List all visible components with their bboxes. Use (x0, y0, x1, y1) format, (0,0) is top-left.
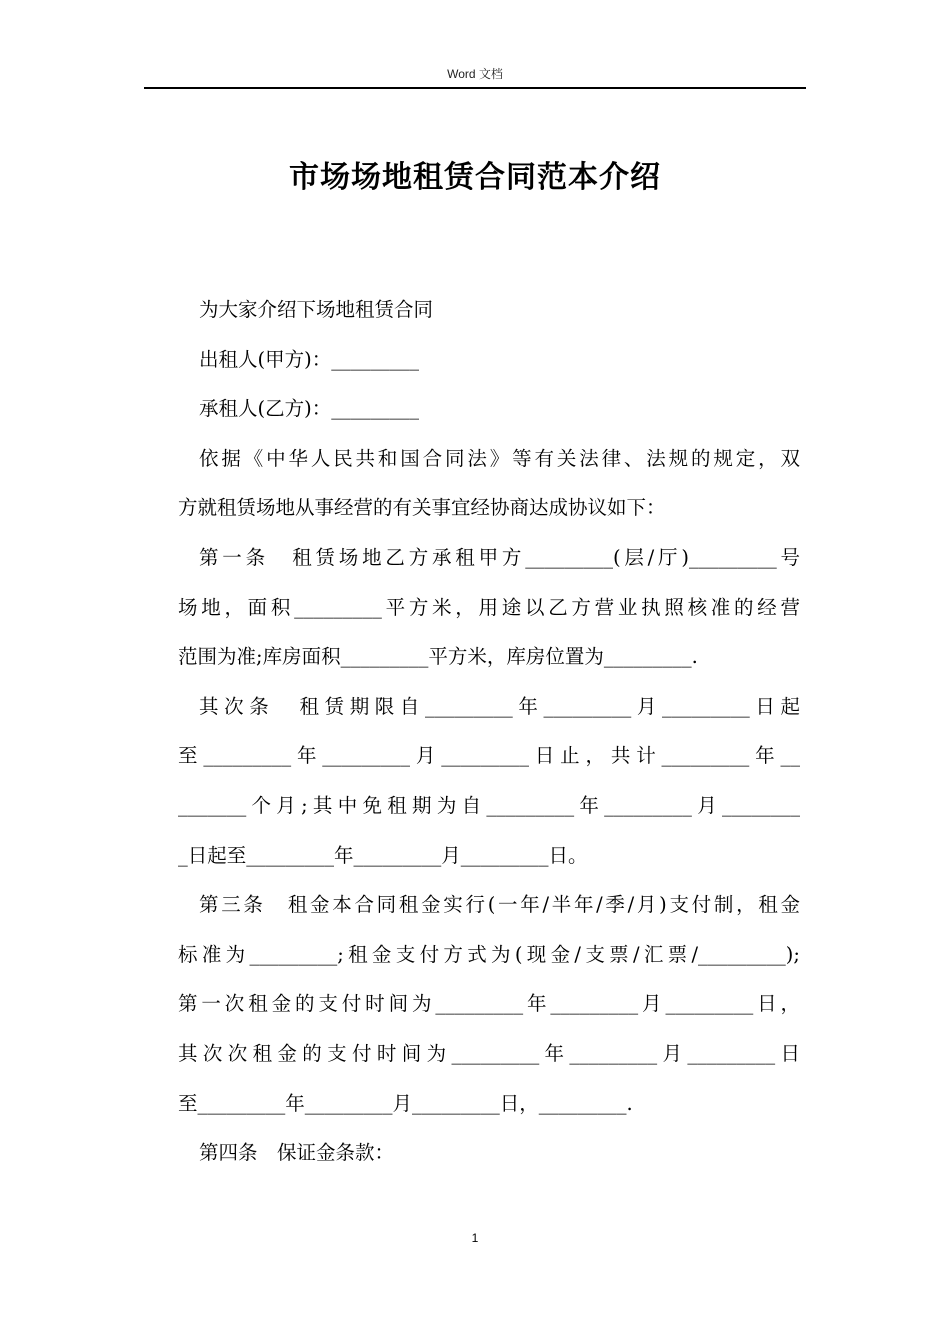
article-3-line-3: 第一次租金的支付时间为_________年_________月_________日， (178, 992, 800, 1016)
article-2-line-2: 至_________年_________月_________日止，共计_________年__ (178, 744, 800, 768)
article-1-line-3: 范围为准;库房面积_________平方米，库房位置为_________. (178, 645, 698, 669)
article-4-line-1: 第四条 保证金条款： (199, 1141, 395, 1165)
article-2-line-3: _______个月;其中免租期为自_________年_________月________ (178, 793, 800, 817)
page-number: 1 (471, 1231, 479, 1245)
article-3-line-1: 第三条 租金本合同租金实行(一年/半年/季/月)支付制，租金 (199, 893, 800, 917)
article-1-line-2: 场地，面积_________平方米，用途以乙方营业执照核准的经营 (178, 595, 800, 619)
article-1-line-1: 第一条 租赁场地乙方承租甲方_________(层/厅)_________号 (199, 545, 800, 569)
lessee-line: 承租人(乙方)：_________ (199, 397, 419, 421)
article-2-line-4: _日起至_________年_________月_________日。 (178, 843, 588, 867)
document-title: 市场场地租赁合同范本介绍 (289, 160, 661, 195)
lessor-line: 出租人(甲方)：_________ (199, 347, 419, 371)
preamble-line-1: 依据《中华人民共和国合同法》等有关法律、法规的规定，双 (199, 446, 800, 470)
article-2-line-1: 其次条 租赁期限自_________年_________月_________日起 (199, 694, 800, 718)
document-body (178, 285, 800, 1178)
page-header: Word 文档 (447, 67, 503, 81)
header-divider (144, 87, 806, 89)
article-3-line-5: 至_________年_________月_________日，_________. (178, 1091, 633, 1115)
preamble-line-2: 方就租赁场地从事经营的有关事宜经协商达成协议如下： (178, 496, 666, 520)
article-3-line-4: 其次次租金的支付时间为_________年_________月_________日 (178, 1041, 800, 1065)
article-3-line-2: 标准为_________;租金支付方式为(现金/支票/汇票/_________); (178, 942, 800, 966)
intro-line: 为大家介绍下场地租赁合同 (199, 298, 434, 321)
